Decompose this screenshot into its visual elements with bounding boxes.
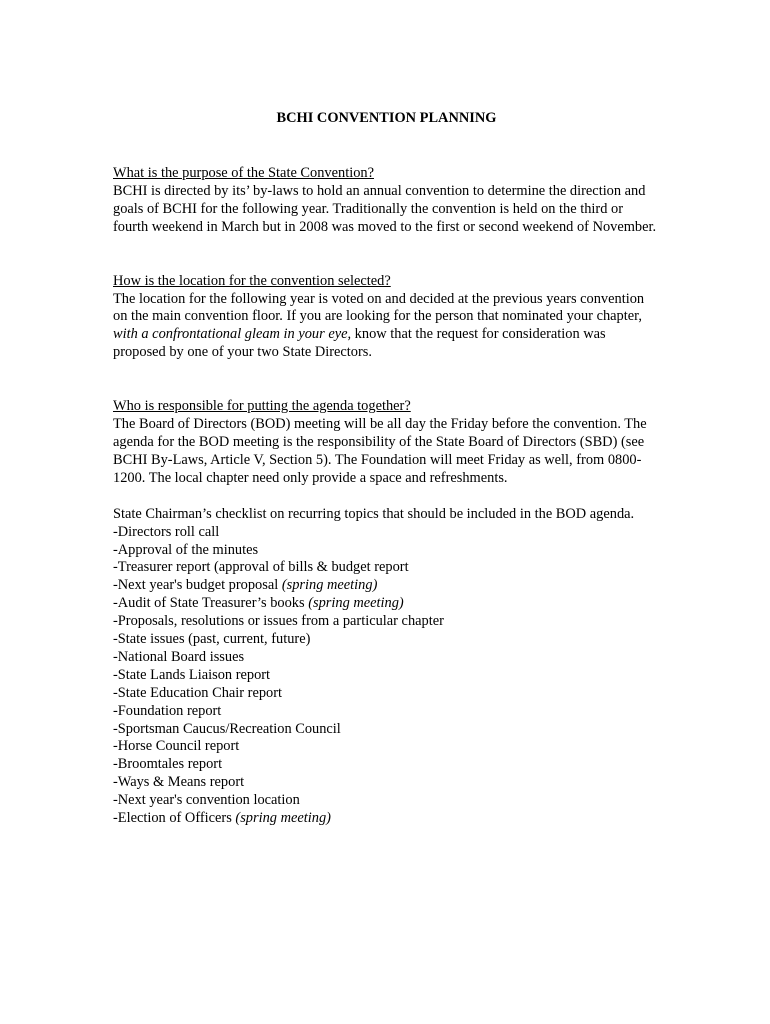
checklist-item-text: -Election of Officers: [113, 810, 236, 827]
answer-location-italic: with a confrontational gleam in your eye,: [113, 326, 352, 343]
checklist-item-note: (spring meeting): [308, 595, 404, 612]
checklist-item: [113, 721, 658, 739]
checklist-item-note: (spring meeting): [281, 577, 378, 594]
checklist-item: [113, 774, 658, 792]
checklist-item: [113, 542, 658, 560]
answer-purpose: BCHI is directed by its’ by-laws to hold an annual convention to determine the direction and goals of BCHI for the following year. Traditionally the convention is held on the third or fourth weekend in March but in 2008 was moved to the first or second weekend of November.: [113, 182, 657, 235]
question-agenda: Who is responsible for putting the agenda together?: [113, 398, 411, 415]
checklist-item-text: -Next year's budget proposal: [113, 577, 282, 594]
checklist: [113, 524, 658, 828]
checklist-item: [113, 577, 658, 595]
checklist-item-text: -Approval of the minutes: [113, 541, 259, 558]
checklist-item: [113, 524, 658, 542]
checklist-item: [113, 685, 658, 703]
checklist-item-text: -State Education Chair report: [113, 684, 283, 701]
checklist-item: [113, 703, 658, 721]
checklist-intro: State Chairman’s checklist on recurring topics that should be included in the BOD agenda.: [113, 505, 635, 522]
checklist-item: [113, 756, 658, 774]
checklist-item-text: -Broomtales report: [113, 756, 223, 773]
checklist-item-text: -Proposals, resolutions or issues from a particular chapter: [113, 613, 444, 630]
checklist-item-text: -Next year's convention location: [113, 792, 300, 809]
checklist-item: [113, 649, 658, 667]
checklist-item-text: -National Board issues: [113, 648, 245, 665]
checklist-item-text: -State Lands Liaison report: [113, 666, 271, 683]
checklist-item: [113, 613, 658, 631]
answer-location: [113, 291, 658, 363]
checklist-item-note: (spring meeting): [235, 810, 331, 827]
question-location: How is the location for the convention selected?: [113, 272, 391, 289]
checklist-item-text: -Treasurer report (approval of bills & budget report: [113, 559, 409, 576]
checklist-item-text: -Horse Council report: [113, 738, 240, 755]
checklist-item-text: -Foundation report: [113, 702, 222, 719]
checklist-item-text: -Ways & Means report: [113, 774, 245, 791]
checklist-item: [113, 595, 658, 613]
checklist-item: [113, 631, 658, 649]
answer-location-part2: know that the request for consideration was proposed by one of your two State Directors.: [113, 326, 606, 361]
question-purpose: What is the purpose of the State Convention?: [113, 165, 374, 181]
checklist-item-text: -Directors roll call: [113, 523, 220, 540]
checklist-item: [113, 738, 658, 756]
answer-location-part1: The location for the following year is voted on and decided at the previous years convention on the main convention floor. If you are looking for the person that nominated your chapter,: [113, 290, 645, 325]
checklist-item: [113, 559, 658, 577]
document-page: [113, 108, 658, 828]
answer-agenda: The Board of Directors (BOD) meeting will be all day the Friday before the convention. The agenda for the BOD meeting is the responsibility of the State Board of Directors (SBD) (see BCHI By-Laws, Article V, Section 5). The Foundation will meet Friday as well, from 0800-1200. The local chapter need only provide a space and refreshments.: [113, 416, 647, 486]
checklist-item-text: -Audit of State Treasurer’s books: [113, 595, 309, 612]
page-title: BCHI CONVENTION PLANNING: [276, 110, 497, 126]
checklist-item: [113, 667, 658, 685]
checklist-item: [113, 810, 658, 828]
checklist-item-text: -State issues (past, current, future): [113, 631, 311, 648]
checklist-item: [113, 792, 658, 810]
checklist-item-text: -Sportsman Caucus/Recreation Council: [113, 720, 341, 737]
